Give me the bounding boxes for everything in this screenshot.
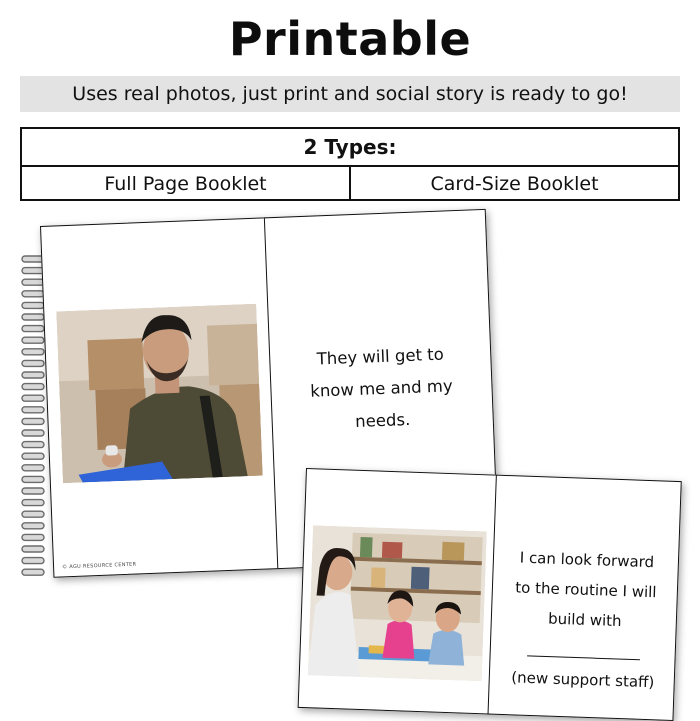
booklet-left-page [40,217,279,577]
card-text-line: to the routine I will [515,578,657,602]
spiral-coil [22,476,44,482]
spiral-coil [22,558,44,564]
card-right-page [488,475,682,721]
spiral-coil [22,430,44,436]
card-text-line: I can look forward [519,548,655,572]
spiral-coil [22,569,44,575]
card-left-page [298,468,498,715]
type-full-page: Full Page Booklet [104,173,267,195]
spiral-coil [22,488,44,494]
spiral-coil [22,546,44,552]
spiral-coil [22,453,44,459]
type-card-size: Card-Size Booklet [349,167,678,201]
types-row [22,167,678,201]
spiral-coil [22,523,44,529]
spiral-coil [22,384,44,390]
card-blank-line: _______________ [527,638,641,661]
card-text-line: build with [547,609,622,631]
spiral-coil [22,534,44,540]
spiral-coil [22,442,44,448]
card-size-booklet [298,468,682,721]
spiral-coil [22,314,44,320]
photo-teacher-with-children [308,525,487,681]
spiral-coil [22,372,44,378]
spiral-coil [22,337,44,343]
card-page-text [501,542,668,698]
spiral-coil [22,407,44,413]
spiral-coil [22,418,44,424]
booklet-footer: © AGU RESOURCE CENTER [62,561,137,571]
spiral-coil [22,500,44,506]
spiral-coil [22,349,44,355]
spiral-coil [22,360,44,366]
spiral-coil [22,511,44,517]
spiral-coil [22,291,44,297]
types-table [20,127,680,201]
spiral-coil [22,326,44,332]
photo-man-with-clipboard [56,304,262,484]
spiral-coil [22,395,44,401]
spiral-coil [22,465,44,471]
subtitle-banner: Uses real photos, just print and social story is ready to go! [20,76,680,112]
types-heading: 2 Types: [22,129,678,167]
spiral-coil [22,279,44,285]
booklet-page-text: They will get to know me and my needs. [309,344,454,432]
card-text-line: (new support staff) [510,668,655,692]
page-title: Printable [228,12,472,66]
spiral-coil [22,302,44,308]
